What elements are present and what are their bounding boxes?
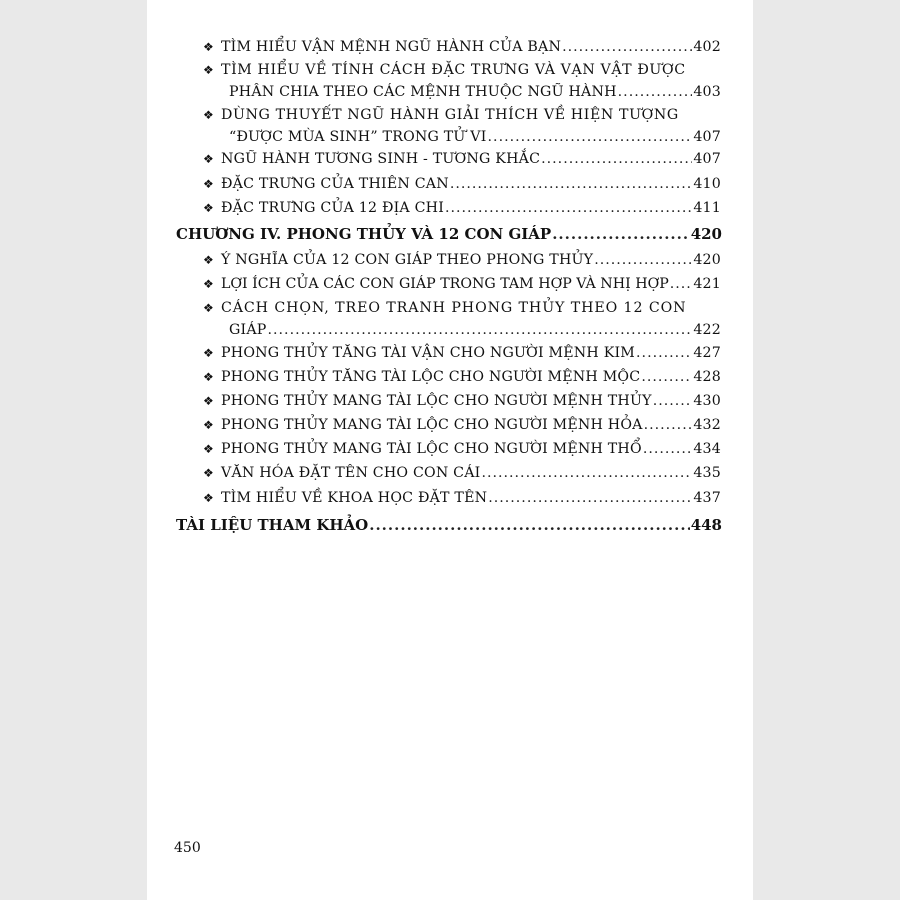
dot-leader	[618, 81, 693, 103]
dot-leader	[643, 438, 692, 460]
toc-entry	[203, 197, 721, 219]
toc-entry-title-line2: “ĐƯỢC MÙA SINH” TRONG TỬ VI	[229, 129, 487, 145]
toc-entry	[203, 249, 721, 271]
references-page: 448	[690, 516, 722, 534]
toc-entry-page: 402	[693, 39, 721, 55]
dot-leader	[552, 223, 689, 245]
diamond-bullet-icon: ❖	[203, 152, 214, 166]
toc-entry-title: PHONG THỦY MANG TÀI LỘC CHO NGƯỜI MỆNH HỎA	[221, 417, 643, 433]
dot-leader	[594, 249, 692, 271]
toc-entry	[203, 173, 721, 195]
toc-entry-title: LỢI ÍCH CỦA CÁC CON GIÁP TRONG TAM HỢP VÀ NHỊ HỢP	[221, 276, 669, 292]
toc-entry	[203, 148, 721, 170]
toc-entry-title: VĂN HÓA ĐẶT TÊN CHO CON CÁI	[221, 465, 481, 481]
chapter-page: 420	[690, 225, 722, 243]
toc-entry	[203, 366, 721, 388]
toc-entry-title-line1: CÁCH CHỌN, TREO TRANH PHONG THỦY THEO 12 CON	[221, 300, 687, 316]
diamond-bullet-icon: ❖	[203, 491, 214, 505]
diamond-bullet-icon: ❖	[203, 346, 214, 360]
dot-leader	[445, 197, 692, 219]
toc-entry-page: 420	[693, 252, 721, 268]
chapter-title: CHƯƠNG IV. PHONG THỦY VÀ 12 CON GIÁP	[176, 225, 552, 243]
dot-leader	[450, 173, 692, 195]
toc-entry-page: 411	[693, 200, 721, 216]
toc-entry	[203, 273, 721, 295]
diamond-bullet-icon: ❖	[203, 442, 214, 456]
dot-leader	[488, 126, 693, 148]
toc-entry-page: 421	[693, 276, 721, 292]
toc-entry	[203, 414, 721, 436]
toc-entry-page: 430	[693, 393, 721, 409]
diamond-bullet-icon: ❖	[203, 418, 214, 432]
toc-entry-page: 403	[693, 84, 721, 100]
dot-leader	[481, 462, 692, 484]
toc-entry	[203, 36, 721, 58]
diamond-bullet-icon: ❖	[203, 253, 214, 267]
toc-entry	[203, 59, 721, 103]
diamond-bullet-icon: ❖	[203, 301, 214, 315]
diamond-bullet-icon: ❖	[203, 394, 214, 408]
chapter-heading	[176, 223, 722, 245]
toc-entry-page: 437	[693, 490, 721, 506]
toc-entry-title: ĐẶC TRƯNG CỦA 12 ĐỊA CHI	[221, 200, 444, 216]
dot-leader	[653, 390, 693, 412]
toc-entry-page: 407	[693, 151, 721, 167]
toc-entry-title-line2: PHÂN CHIA THEO CÁC MỆNH THUỘC NGŨ HÀNH	[229, 84, 617, 100]
dot-leader	[670, 273, 693, 295]
diamond-bullet-icon: ❖	[203, 40, 214, 54]
diamond-bullet-icon: ❖	[203, 370, 214, 384]
toc-entry-title-line2: GIÁP	[229, 322, 267, 338]
dot-leader	[641, 366, 692, 388]
toc-entry-page: 435	[693, 465, 721, 481]
toc-entry	[203, 438, 721, 460]
dot-leader	[562, 36, 692, 58]
toc-entry-title: TÌM HIỂU VẬN MỆNH NGŨ HÀNH CỦA BẠN	[221, 39, 562, 55]
toc-entry-title: NGŨ HÀNH TƯƠNG SINH - TƯƠNG KHẮC	[221, 151, 541, 167]
dot-leader	[541, 148, 692, 170]
toc-entry-title: PHONG THỦY MANG TÀI LỘC CHO NGƯỜI MỆNH THỔ	[221, 441, 642, 457]
diamond-bullet-icon: ❖	[203, 277, 214, 291]
toc-entry-page: 422	[693, 322, 721, 338]
toc-entry-title: PHONG THỦY MANG TÀI LỘC CHO NGƯỜI MỆNH THỦY	[221, 393, 652, 409]
toc-entry-title-line1: TÌM HIỂU VỀ TÍNH CÁCH ĐẶC TRƯNG VÀ VẠN VẬT ĐƯỢC	[221, 62, 686, 78]
dot-leader	[268, 319, 693, 341]
toc-entry-title: ĐẶC TRƯNG CỦA THIÊN CAN	[221, 176, 449, 192]
dot-leader	[644, 414, 693, 436]
references-title: TÀI LIỆU THAM KHẢO	[176, 516, 369, 534]
toc-entry-title: PHONG THỦY TĂNG TÀI LỘC CHO NGƯỜI MỆNH MỘC	[221, 369, 641, 385]
toc-entry-title: PHONG THỦY TĂNG TÀI VẬN CHO NGƯỜI MỆNH KIM	[221, 345, 636, 361]
page-number: 450	[174, 840, 201, 856]
diamond-bullet-icon: ❖	[203, 466, 214, 480]
toc-entry-page: 434	[693, 441, 721, 457]
toc-entry-page: 428	[693, 369, 721, 385]
dot-leader	[369, 514, 689, 536]
toc-entry-title: Ý NGHĨA CỦA 12 CON GIÁP THEO PHONG THỦY	[221, 252, 594, 268]
toc-entry	[203, 104, 721, 148]
toc-entry-page: 427	[693, 345, 721, 361]
diamond-bullet-icon: ❖	[203, 108, 214, 122]
toc-entry-page: 407	[693, 129, 721, 145]
toc-entry-page: 432	[693, 417, 721, 433]
references-heading	[176, 514, 722, 536]
toc-entry	[203, 297, 721, 341]
toc-entry	[203, 462, 721, 484]
toc-entry-page: 410	[693, 176, 721, 192]
dot-leader	[636, 342, 692, 364]
toc-entry-title: TÌM HIỂU VỀ KHOA HỌC ĐẶT TÊN	[221, 490, 488, 506]
diamond-bullet-icon: ❖	[203, 177, 214, 191]
toc-entry	[203, 390, 721, 412]
dot-leader	[488, 487, 692, 509]
toc-entry-title-line1: DÙNG THUYẾT NGŨ HÀNH GIẢI THÍCH VỀ HIỆN TƯỢNG	[221, 107, 679, 123]
toc-entry	[203, 342, 721, 364]
toc-entry	[203, 487, 721, 509]
diamond-bullet-icon: ❖	[203, 63, 214, 77]
diamond-bullet-icon: ❖	[203, 201, 214, 215]
